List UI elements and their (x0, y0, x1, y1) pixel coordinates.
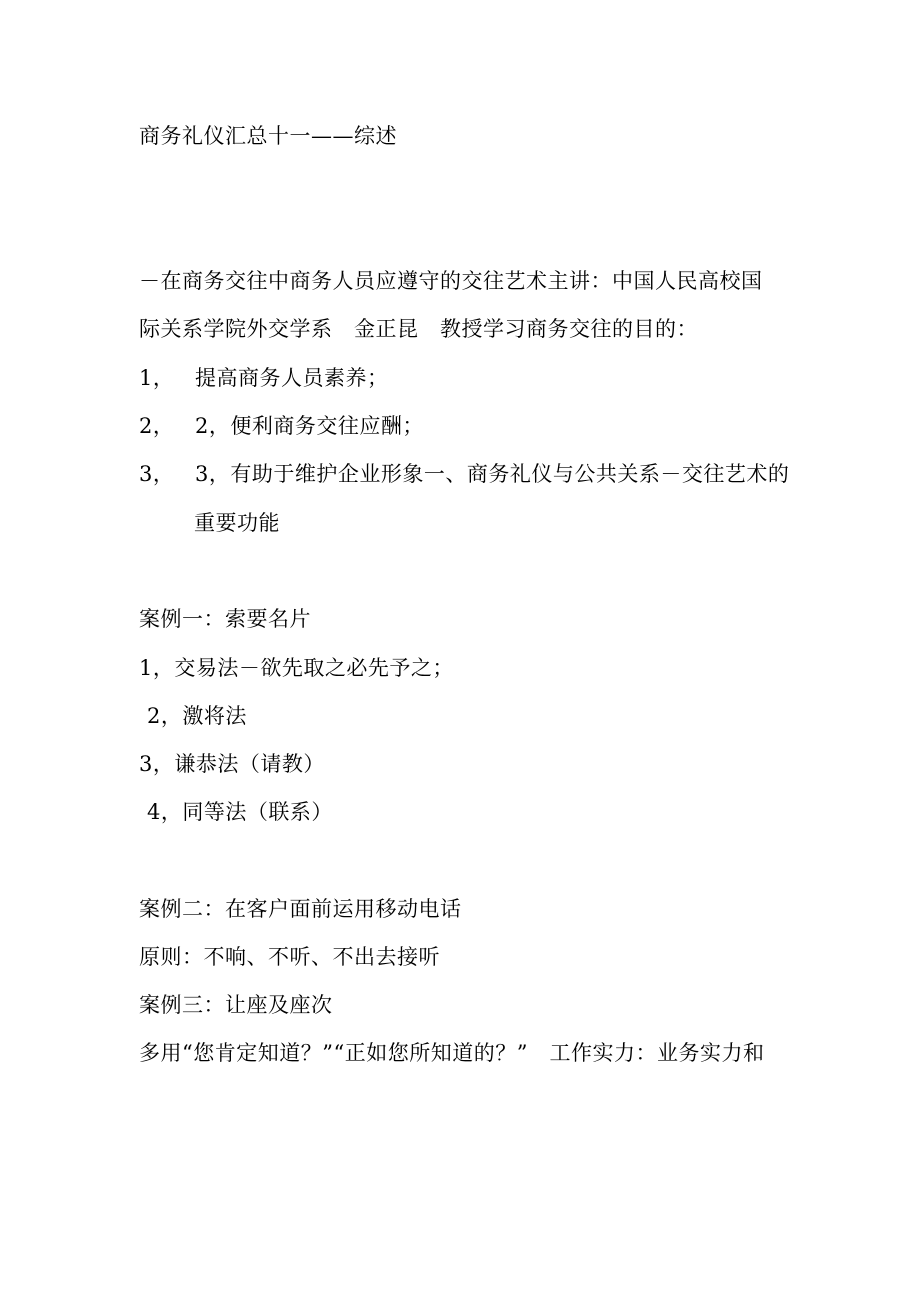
case3-text: 多用“您肯定知道？”“正如您所知道的？” 工作实力：业务实力和 (139, 1041, 765, 1065)
case1-item: 2，激将法 (147, 704, 247, 728)
purpose-text: 3，有助于维护企业形象一、商务礼仪与公共关系－交往艺术的 (195, 462, 790, 486)
purpose-number: 3， (139, 462, 175, 486)
case2-heading: 案例二：在客户面前运用移动电话 (139, 897, 462, 921)
case3-heading: 案例三：让座及座次 (139, 993, 333, 1017)
purpose-text: 提高商务人员素养； (195, 366, 389, 390)
case1-item: 4，同等法（联系） (147, 800, 333, 824)
case1-heading: 案例一：索要名片 (139, 607, 311, 631)
case1-item: 1，交易法－欲先取之必先予之； (139, 656, 454, 680)
intro-line-2: 际关系学院外交学系 金正昆 教授学习商务交往的目的： (139, 317, 698, 341)
purpose-item-3 (139, 460, 789, 488)
purpose-item-2 (139, 412, 424, 440)
purpose-item-1 (139, 364, 389, 392)
case1-item: 3，谦恭法（请教） (139, 752, 325, 776)
purpose-text: 2，便利商务交往应酬； (195, 414, 424, 438)
case2-principle: 原则：不响、不听、不出去接听 (139, 945, 440, 969)
purpose-number: 2， (139, 414, 175, 438)
intro-line-1: －在商务交往中商务人员应遵守的交往艺术主讲：中国人民高校国 (139, 269, 763, 293)
purpose-number: 1， (139, 366, 175, 390)
document-title: 商务礼仪汇总十一——综述 (139, 124, 397, 148)
purpose-item-3-continuation: 重要功能 (194, 511, 280, 535)
